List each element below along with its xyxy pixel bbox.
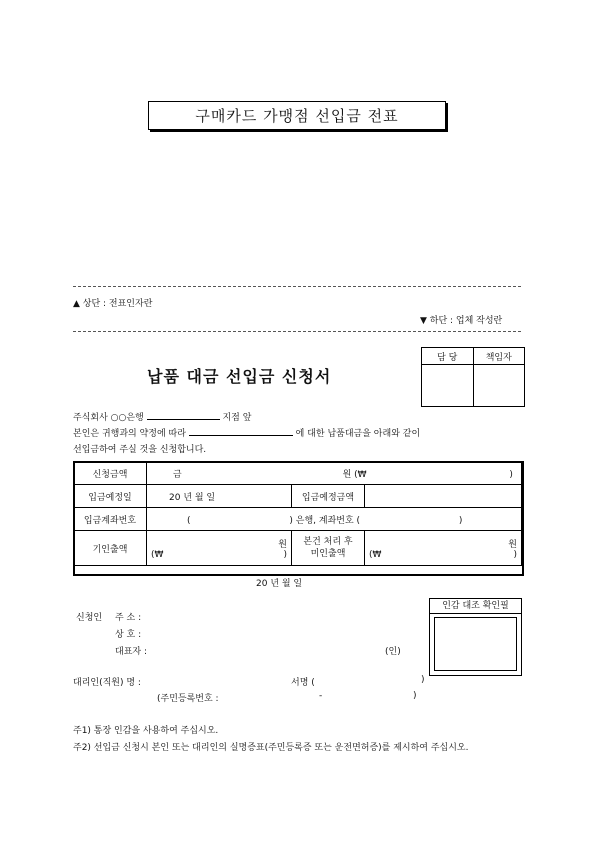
amount-prefix: 금	[173, 469, 182, 480]
agent-rrn-label: (주민등록번호 :	[157, 694, 219, 704]
applicant-label: 신청인	[76, 613, 103, 623]
branch-field[interactable]	[147, 410, 220, 420]
intro-line-1	[73, 410, 251, 423]
bottom-section-note: ▼ 하단 : 업체 작성란	[420, 316, 503, 326]
seal-check-area[interactable]	[434, 617, 517, 671]
withdrawn-won: 원	[278, 539, 287, 550]
approval-manager-sign[interactable]	[474, 365, 525, 407]
contract-field[interactable]	[189, 426, 293, 436]
remaining-label-line1: 본건 처리 후	[303, 537, 353, 547]
application-date: 20 년 월 일	[256, 579, 303, 589]
remaining-close: )	[513, 549, 517, 560]
amount-label: 신청금액	[74, 462, 147, 485]
deposit-amount-field[interactable]	[365, 485, 522, 508]
withdrawn-label: 기인출액	[74, 531, 147, 566]
withdrawn-field[interactable]	[147, 531, 292, 566]
document-title: 구매카드 가맹점 선입금 전표	[148, 101, 446, 130]
approval-staff-sign[interactable]	[422, 365, 474, 407]
agent-rrn-close: )	[413, 691, 417, 701]
amount-field[interactable]	[147, 462, 522, 485]
bank-name: 주식회사 ○○은행	[73, 413, 144, 423]
intro-text-a: 본인은 귀행과의 약정에 따라	[73, 429, 186, 439]
note-1: 주1) 통장 인감을 사용하여 주십시오.	[73, 726, 219, 736]
seal-check-label: 인감 대조 확인필	[430, 599, 521, 614]
remaining-label	[292, 531, 365, 566]
seal-check-box	[429, 598, 522, 676]
agent-name-label: 대리인(직원) 명 :	[73, 678, 141, 688]
intro-line-2	[73, 426, 420, 439]
withdrawn-krw: (₩	[151, 549, 164, 560]
note-2: 주2) 선입금 신청시 본인 또는 대리인의 실명증표(주민등록증 또는 운전면허증)를 제시하여 주십시오.	[73, 743, 469, 753]
agent-sign-close: )	[421, 675, 425, 685]
agent-sign-label: 서명 (	[291, 678, 315, 688]
account-close: )	[458, 515, 463, 526]
account-field[interactable]	[147, 508, 522, 531]
approval-staff-label: 담 당	[422, 348, 474, 364]
branch-suffix: 지점 앞	[222, 413, 252, 423]
account-label: 입금계좌번호	[74, 508, 147, 531]
deposit-amount-label: 입금예정금액	[292, 485, 365, 508]
deposit-date-label: 입금예정일	[74, 485, 147, 508]
cut-line-bottom	[73, 331, 521, 332]
top-section-note: ▲ 상단 : 전표인자란	[73, 299, 153, 309]
applicant-address-label: 주 소 :	[115, 613, 142, 623]
applicant-seal-mark: (인)	[385, 647, 401, 657]
intro-text-b: 에 대한 납품대금을 아래와 같이	[295, 429, 421, 439]
intro-line-3: 선입금하여 주실 것을 신청합니다.	[73, 445, 207, 455]
applicant-company-label: 상 호 :	[115, 630, 142, 640]
applicant-rep-label: 대표자 :	[115, 647, 147, 657]
deposit-date-field[interactable]: 20 년 월 일	[147, 485, 292, 508]
remaining-krw: (₩	[369, 549, 382, 560]
form-title: 납품 대금 선입금 신청서	[147, 367, 332, 386]
remaining-label-line2: 미인출액	[310, 549, 346, 559]
account-open: (	[187, 515, 191, 526]
cut-line-top	[73, 286, 521, 287]
amount-won: 원 (₩	[342, 469, 367, 480]
approval-box	[421, 347, 525, 407]
application-table	[73, 461, 522, 566]
remaining-field[interactable]	[365, 531, 522, 566]
agent-rrn-dash: -	[319, 691, 323, 701]
approval-manager-label: 책임자	[485, 352, 512, 363]
remaining-won: 원	[508, 539, 517, 550]
amount-close: )	[509, 469, 513, 480]
account-bank: ) 은행, 계좌번호 (	[289, 515, 361, 526]
withdrawn-close: )	[283, 549, 287, 560]
